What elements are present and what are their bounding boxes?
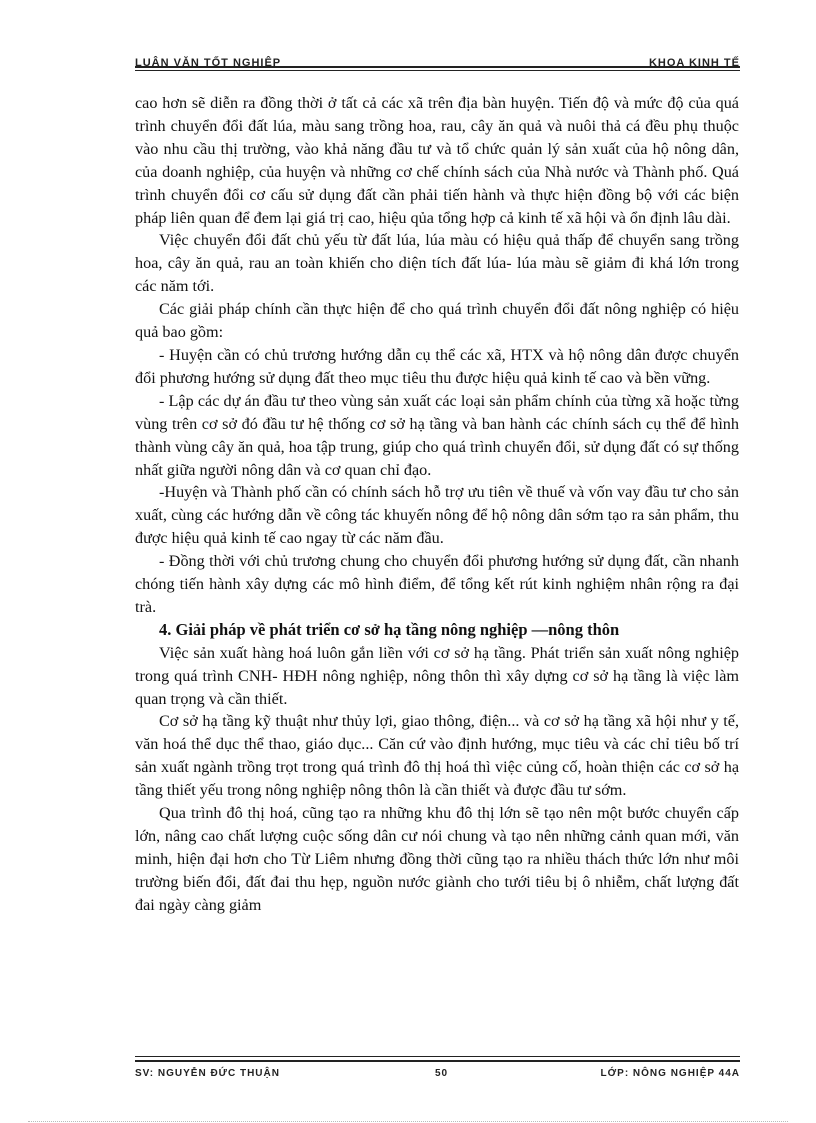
document-body — [135, 92, 739, 917]
page-edge-dotted-line — [28, 1121, 788, 1122]
header-thesis-label: LUẬN VĂN TỐT NGHIỆP — [135, 57, 282, 69]
header-rule-thin — [135, 70, 740, 71]
page-header — [135, 55, 740, 71]
page-footer — [135, 1066, 740, 1078]
section-heading: 4. Giải pháp về phát triển cơ sở hạ tầng nông nghiệp —nông thôn — [159, 619, 620, 639]
paragraph: Các giải pháp chính cần thực hiện để cho quá trình chuyển đổi đất nông nghiệp có hiệu quả bao gồm: — [135, 300, 739, 342]
footer-student-name: SV: NGUYỄN ĐỨC THUẬN — [135, 1068, 280, 1078]
paragraph: Qua trình đô thị hoá, cũng tạo ra những khu đô thị lớn sẽ tạo nên một bước chuyển cấp lớn, nâng cao chất lượng cuộc sống dân cư nói chung và tạo nên những cảnh quan mới, văn minh, hiện đại hơn cho Từ Liêm nhưng đồng thời cũng tạo ra nhiều thách thức lớn như môi trường biến đổi, đất đai thu hẹp, nguồn nước giành cho tưới tiêu bị ô nhiễm, chất lượng đất đai ngày càng giảm — [135, 804, 739, 914]
paragraph: Việc chuyển đổi đất chủ yếu từ đất lúa, lúa màu có hiệu quả thấp để chuyển sang trồng hoa, cây ăn quả, rau an toàn khiến cho diện tích đất lúa- lúa màu sẽ giảm đi khá lớn trong các năm tới. — [135, 231, 739, 296]
footer-class-label: LỚP: NÔNG NGHIỆP 44A — [600, 1068, 740, 1078]
paragraph-continued: cao hơn sẽ diễn ra đồng thời ở tất cả các xã trên địa bàn huyện. Tiến độ và mức độ của quá trình chuyển đổi đất lúa, màu sang trồng hoa, rau, cây ăn quả và nuôi thả cá đều phụ thuộc vào nhu cầu thị trường, vào khả năng đầu tư và tổ chức quản lý sản xuất của hộ nông dân, của doanh nghiệp, của huyện và những cơ chế chính sách của Nhà nước và Thành phố. Quá trình chuyển đổi cơ cấu sử dụng đất cần phải tiến hành và thực hiện đồng bộ với các biện pháp liên quan để đem lại giá trị cao, hiệu qủa tổng hợp cả kinh tế xã hội và ổn định lâu dài. — [135, 94, 739, 227]
list-item: - Đồng thời với chủ trương chung cho chuyển đổi phương hướng sử dụng đất, cần nhanh chóng tiến hành xây dựng các mô hình điểm, để tổng kết rút kinh nghiệm nhân rộng ra đại trà. — [135, 552, 739, 616]
page-number: 50 — [435, 1068, 449, 1078]
list-item: - Lập các dự án đầu tư theo vùng sản xuất các loại sản phẩm chính của từng xã hoặc từng vùng trên cơ sở đó đầu tư hệ thống cơ sở hạ tầng và ban hành các chính sách cụ thể để hình thành vùng cây ăn quả, hoa tập trung, giúp cho quá trình chuyển đổi, sử dụng đất có sự thống nhất giữa người nông dân và cơ quan chỉ đạo. — [135, 391, 739, 479]
paragraph: Việc sản xuất hàng hoá luôn gắn liền với cơ sở hạ tầng. Phát triển sản xuất nông nghiệp trong quá trình CNH- HĐH nông nghiệp, nông thôn thì xây dựng cơ sở hạ tầng là việc làm quan trọng và cần thiết. — [135, 643, 739, 708]
paragraph: Cơ sở hạ tầng kỹ thuật như thủy lợi, giao thông, điện... và cơ sở hạ tầng xã hội như y tế, văn hoá thể dục thể thao, giáo dục... Căn cứ vào định hướng, mục tiêu và các chỉ tiêu bố trí sản xuất ngành trồng trọt trong quá trình đô thị hoá thì việc củng cố, hoàn thiện các cơ sở hạ tầng thiết yếu trong nông nghiệp nông thôn là cần thiết và được đầu tư sớm. — [135, 712, 739, 800]
list-item: - Huyện cần có chủ trương hướng dẫn cụ thể các xã, HTX và hộ nông dân được chuyển đổi phương hướng sử dụng đất theo mục tiêu thu được hiệu quả kinh tế cao và bền vững. — [135, 345, 739, 387]
list-item: -Huyện và Thành phố cần có chính sách hỗ trợ ưu tiên về thuế và vốn vay đầu tư cho sản xuất, cùng các hướng dẫn về công tác khuyến nông để hộ nông dân sớm tạo ra sản phẩm, thu được hiệu quả kinh tế cao ngay từ các năm đầu. — [135, 483, 739, 548]
header-faculty-label: KHOA KINH TẾ — [648, 57, 740, 69]
footer-rule-thin — [135, 1056, 740, 1057]
footer-rule-thick — [135, 1060, 740, 1062]
header-rule-thick — [135, 66, 740, 68]
